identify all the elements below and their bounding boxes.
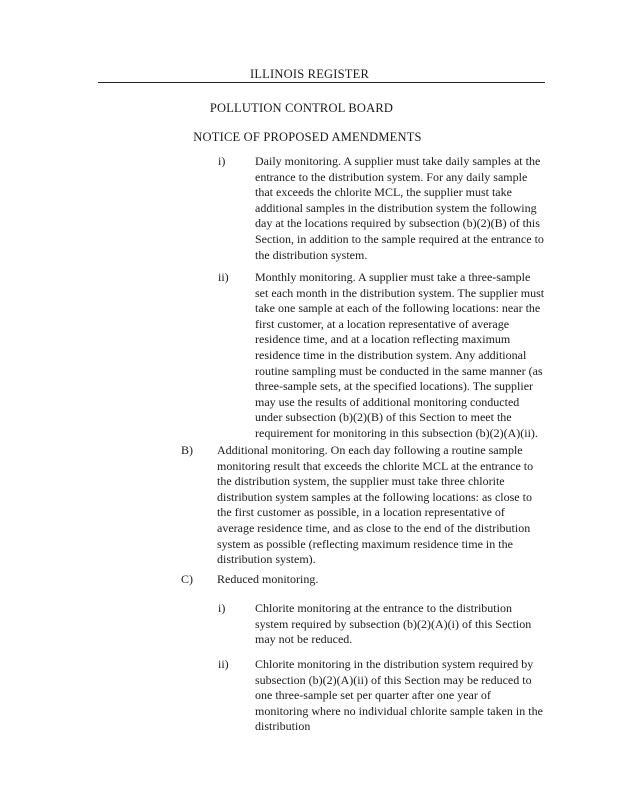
- paragraph-label: ii): [218, 657, 229, 671]
- paragraph-text: Daily monitoring. A supplier must take daily samples at the entrance to the distribution system. For any daily sample that exceeds the chlorite MCL, the supplier must take additional samples in the distribution system the following day at the locations required by subsection (b)(2)(B) of this Section, in addition to the sample required at the entrance to the distribution system.: [255, 154, 544, 262]
- paragraph-text: Chlorite monitoring in the distribution system required by subsection (b)(2)(A)(ii) of this Section may be reduced to one three-sample set per quarter after one year of monitoring where no individual chlorite sample taken in the distribution: [255, 657, 543, 734]
- paragraph-text: Chlorite monitoring at the entrance to the distribution system required by subsection (b)(2)(A)(i) of this Section may not be reduced.: [255, 601, 532, 647]
- notice-title: NOTICE OF PROPOSED AMENDMENTS: [193, 130, 422, 144]
- paragraph-label: ii): [218, 270, 229, 284]
- paragraph-label: i): [218, 154, 226, 168]
- paragraph-text: Monthly monitoring. A supplier must take a three-sample set each month in the distribution system. The supplier must take one sample at each of the following locations: near the first customer, at a location representative of average residence time, and at a location reflecting maximum residence time in the distribution system. Any additional routine sampling must be conducted in the same manner (as three-sample sets, at the specified locations). The supplier may use the results of additional monitoring conducted under subsection (b)(2)(B) of this Section to meet the requirement for monitoring in this subsection (b)(2)(A)(ii).: [255, 270, 545, 440]
- paragraph-label: B): [181, 443, 193, 457]
- register-title: ILLINOIS REGISTER: [249, 67, 369, 81]
- paragraph-label: C): [181, 572, 193, 586]
- header-rule: [98, 82, 545, 83]
- paragraph-text: Reduced monitoring.: [217, 572, 319, 586]
- paragraph-text: Additional monitoring. On each day following a routine sample monitoring result that exceeds the chlorite MCL at the entrance to the distribution system, the supplier must take three chlorite distribution system samples at the following locations: as close to the first customer as possible, in a location representative of average residence time, and as close to the end of the distribution system as possible (reflecting maximum residence time in the distribution system).: [217, 443, 534, 567]
- board-title: POLLUTION CONTROL BOARD: [209, 101, 394, 115]
- paragraph-label: i): [218, 601, 226, 615]
